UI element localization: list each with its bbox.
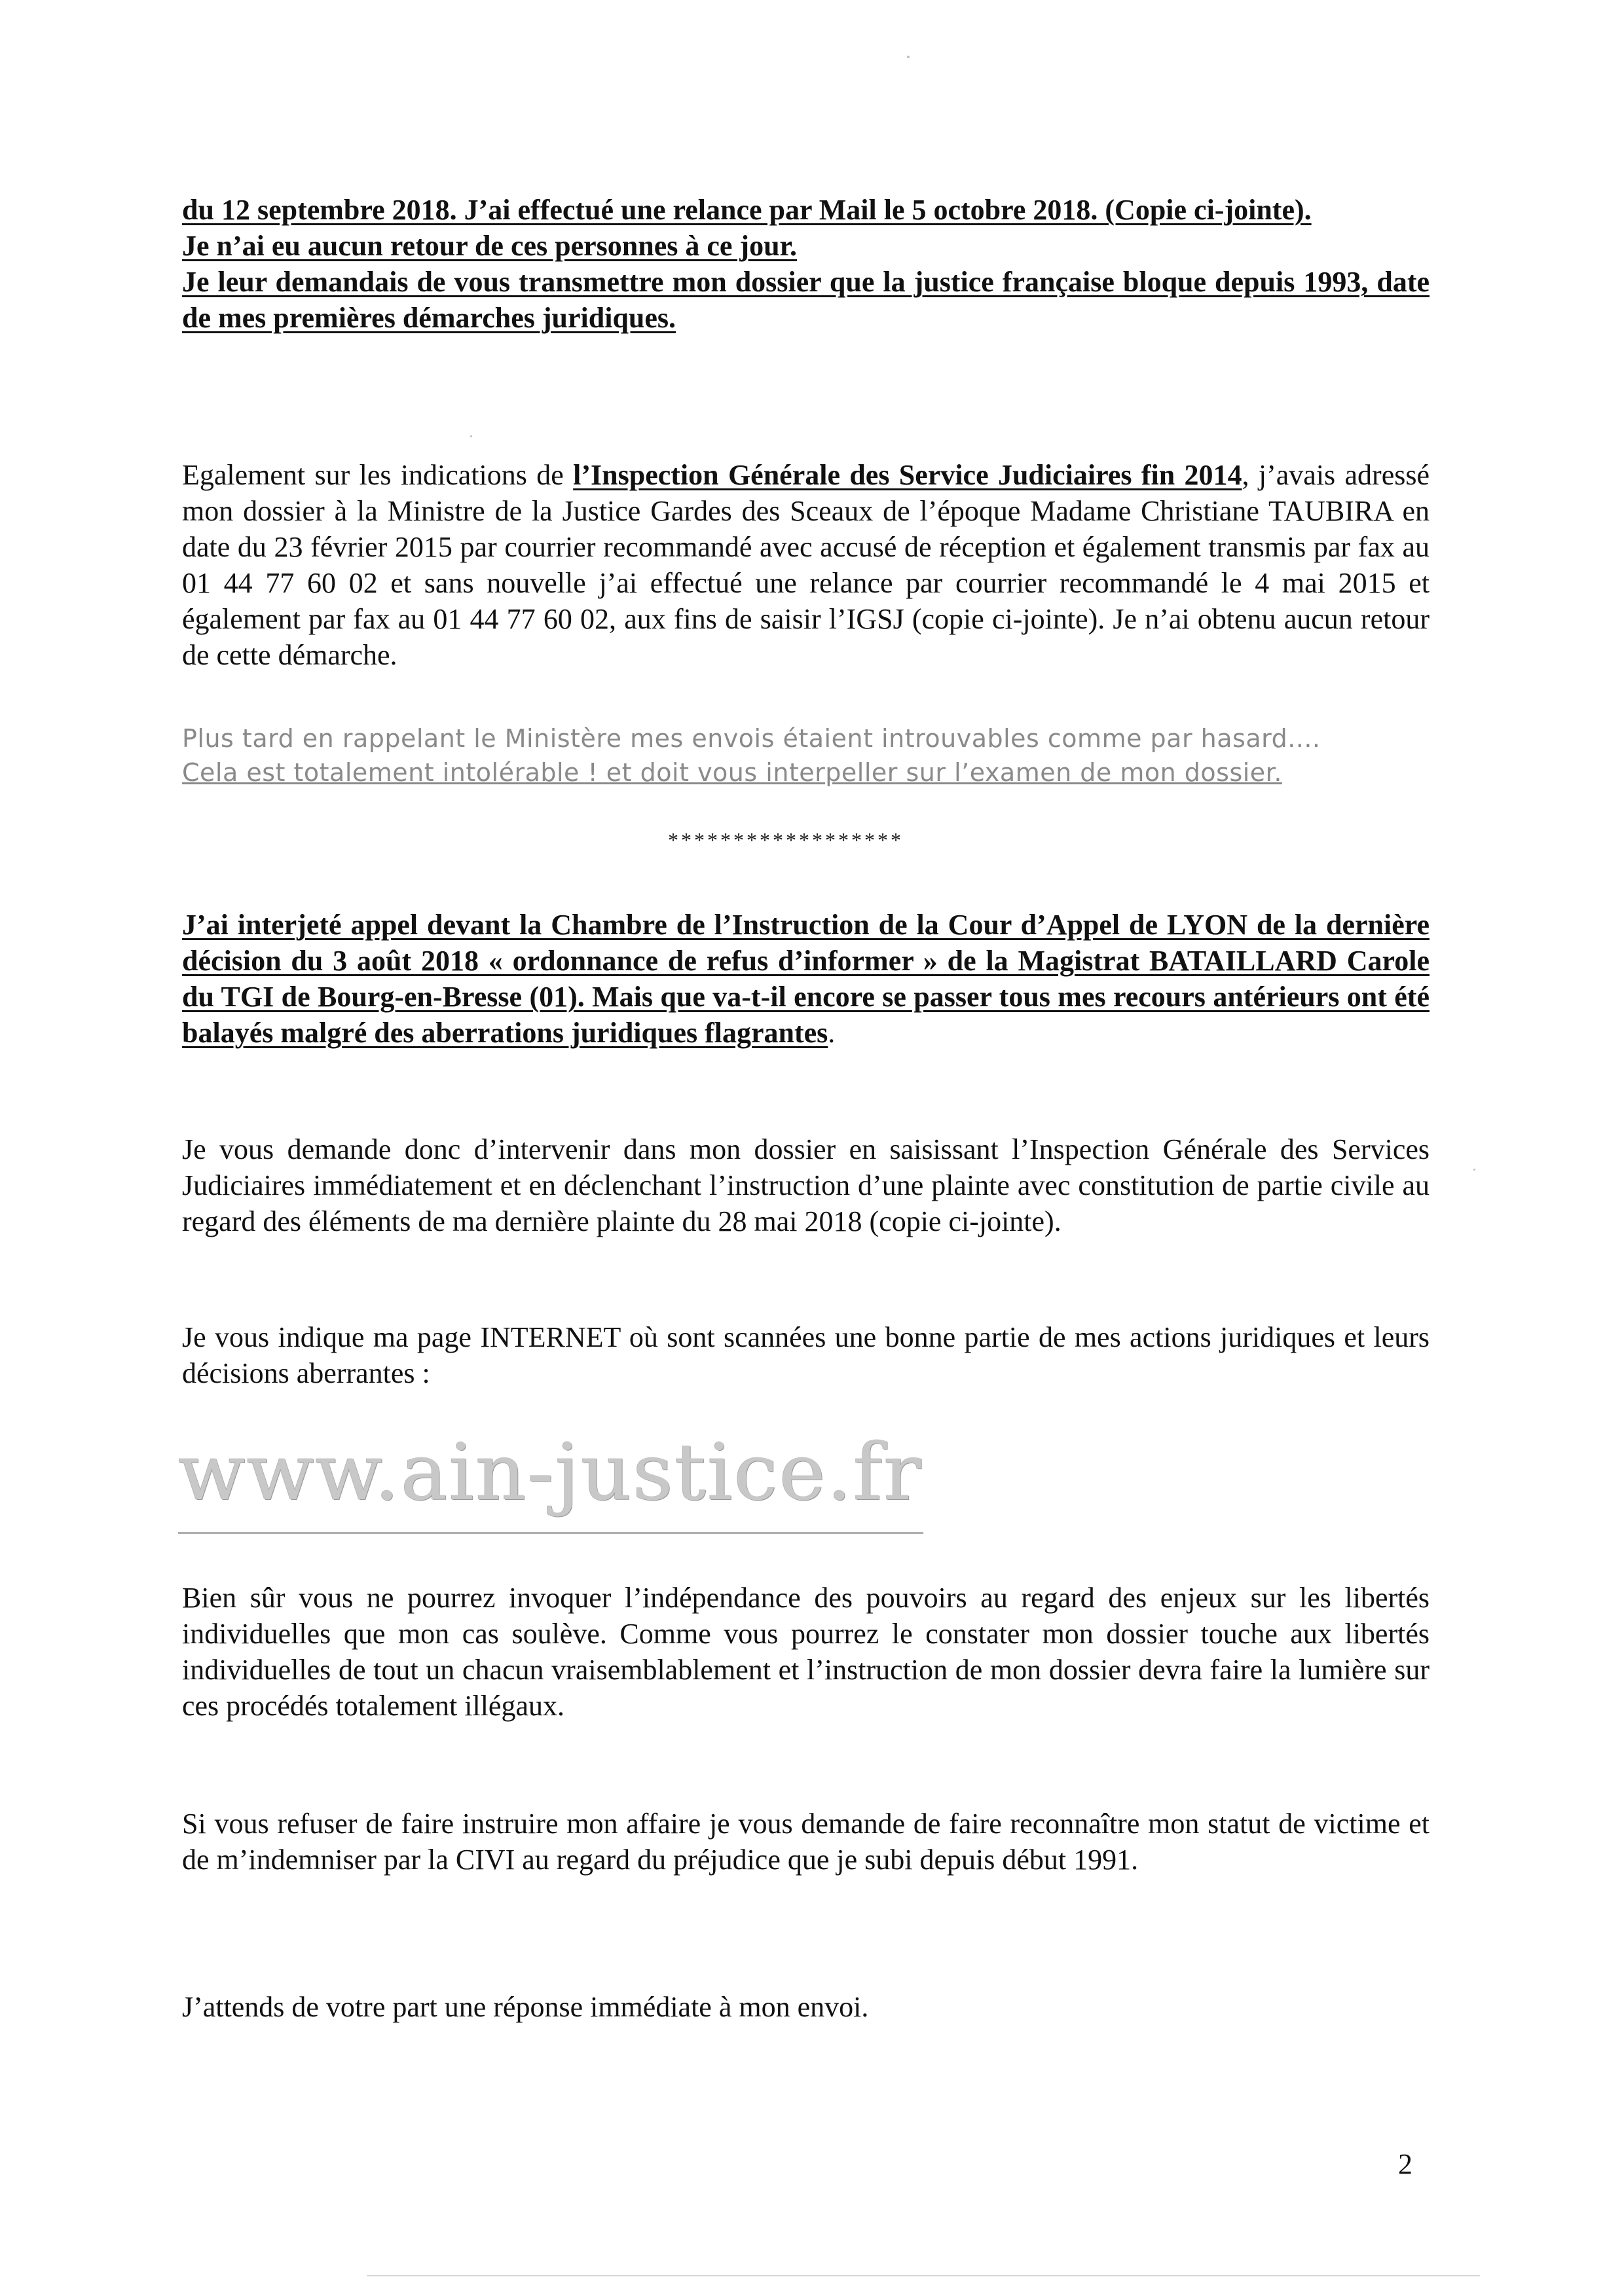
scan-speck (1473, 1169, 1475, 1171)
website-url: www.ain-justice.fr (178, 1427, 923, 1518)
scan-speck (907, 56, 910, 58)
followup-line-relance: du 12 septembre 2018. J’ai effectué une relance par Mail le 5 octobre 2018. (Copie ci-jointe). (182, 194, 1312, 226)
igsj-intro: Egalement sur les indications de (182, 459, 574, 491)
followup-block (182, 192, 1430, 336)
igsj-body: , j’avais adressé mon dossier à la Ministre de la Justice Gardes des Sceaux de l’époque Madame Christiane TAUBIRA en date du 23 février 2015 par courrier recommandé avec accusé de réception et également transmis par fax au 01 44 77 60 02 et sans nouvelle j’ai effectué une relance par courrier recommandé le 4 mai 2015 et également par fax au 01 44 77 60 02, aux fins de saisir l’IGSJ (copie ci-jointe). Je n’ai obtenu aucun retour de cette démarche. (182, 459, 1430, 671)
section-separator: ****************** (668, 828, 904, 852)
civi-paragraph: Si vous refuser de faire instruire mon affaire je vous demande de faire reconnaître mon statut de victime et de m’indemniser par la CIVI au regard du préjudice que je subi depuis début 1991. (182, 1808, 1430, 1876)
website-underline (178, 1532, 923, 1534)
request-paragraph: Je vous demande donc d’intervenir dans mon dossier en saisissant l’Inspection Générale des Services Judiciaires immédiatement et en déclenchant l’instruction d’une plainte avec constitution de partie civile au regard des éléments de ma dernière plainte du 28 mai 2018 (copie ci-jointe). (182, 1133, 1430, 1237)
followup-line-request: Je leur demandais de vous transmettre mon dossier que la justice française bloque depuis 1993, date de mes premières démarches juridiques. (182, 266, 1430, 334)
faded-note (182, 721, 1430, 790)
faded-note-line2: Cela est totalement intolérable ! et doit vous interpeller sur l’examen de mon dossier. (182, 758, 1282, 787)
faded-note-line1: Plus tard en rappelant le Ministère mes envois étaient introuvables comme par hasard.... (182, 724, 1321, 753)
internet-paragraph: Je vous indique ma page INTERNET où sont scannées une bonne partie de mes actions juridiques et leurs décisions aberrantes : (182, 1321, 1430, 1389)
scan-speck (470, 435, 472, 437)
igsj-highlight: l’Inspection Générale des Service Judiciaires fin 2014 (573, 459, 1242, 491)
appeal-end: . (828, 1017, 836, 1049)
page-number: 2 (1398, 2148, 1412, 2180)
closing-paragraph: J’attends de votre part une réponse immédiate à mon envoi. (182, 1991, 869, 2023)
appeal-text: J’ai interjeté appel devant la Chambre de l’Instruction de la Cour d’Appel de LYON de la dernière décision du 3 août 2018 « ordonnance de refus d’informer » de la Magistrat BATAILLARD Carole du TGI de Bourg-en-Bresse (01). Mais que va-t-il encore se passer tous mes recours antérieurs ont été balayés malgré des aberrations juridiques flagrantes (182, 909, 1430, 1049)
independence-paragraph: Bien sûr vous ne pourrez invoquer l’indépendance des pouvoirs au regard des enjeux sur les libertés individuelles que mon cas soulève. Comme vous pourrez le constater mon dossier touche aux libertés individuelles de tout un chacun vraisemblablement et l’instruction de mon dossier devra faire la lumière sur ces procédés totalement illégaux. (182, 1582, 1430, 1722)
appeal-paragraph (182, 907, 1430, 1051)
igsj-paragraph (182, 457, 1430, 673)
followup-line-no-reply: Je n’ai eu aucun retour de ces personnes à ce jour. (182, 230, 798, 262)
scan-bottom-edge (367, 2275, 1480, 2276)
